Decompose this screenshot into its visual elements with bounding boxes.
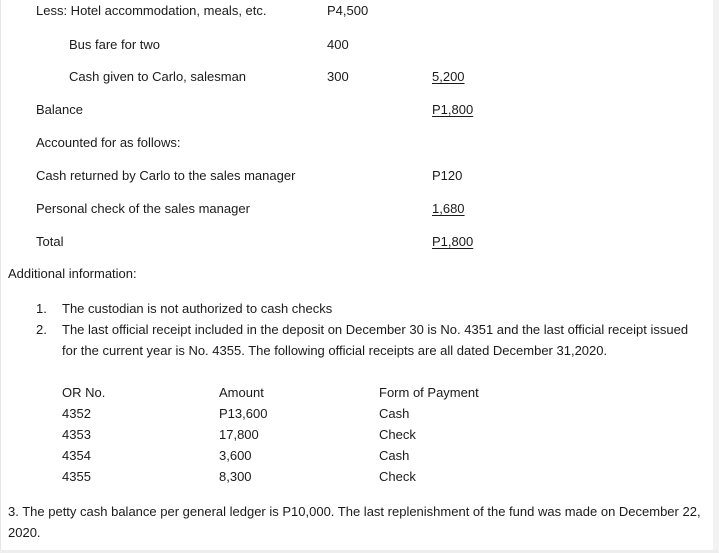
list-item-number: 1.	[36, 301, 47, 316]
page-left-edge	[0, 0, 1, 553]
table-cell-form: Check	[379, 469, 416, 484]
list-item-number: 2.	[36, 322, 47, 337]
table-cell-or: 4355	[62, 469, 91, 484]
table-cell-form: Check	[379, 427, 416, 442]
table-cell-form: Cash	[379, 448, 410, 463]
list-item-text: The last official receipt included in the deposit on December 30 is No. 4351 and the last official receipt issued for the current year is No. 4355. The following official receipts are all dated December 31,2020.	[62, 322, 689, 358]
table-cell-or: 4353	[62, 427, 91, 442]
row-total: 5,200	[432, 69, 465, 84]
row-total: 1,680	[432, 201, 465, 216]
row-label: Less: Hotel accommodation, meals, etc.	[36, 3, 267, 18]
row-label: Total	[36, 234, 64, 249]
table-cell-amount: 17,800	[219, 427, 259, 442]
table-cell-form: Cash	[379, 406, 410, 421]
row-total: P120	[432, 168, 463, 183]
row-amount: P4,500	[327, 3, 369, 18]
table-cell-amount: 8,300	[219, 469, 252, 484]
row-total: P1,800	[432, 102, 474, 117]
column-header-or: OR No.	[62, 385, 106, 400]
note-3: 3. The petty cash balance per general ledger is P10,000. The last replenishment of the fund was made on December 22, 2020.	[8, 504, 701, 540]
table-cell-amount: P13,600	[219, 406, 268, 421]
column-header-form: Form of Payment	[379, 385, 479, 400]
row-label: Cash returned by Carlo to the sales manager	[36, 168, 296, 183]
table-cell-amount: 3,600	[219, 448, 252, 463]
row-total: P1,800	[432, 234, 474, 249]
row-label: Balance	[36, 102, 83, 117]
row-label: Personal check of the sales manager	[36, 201, 250, 216]
additional-info-heading: Additional information:	[8, 266, 137, 281]
row-amount: 300	[327, 69, 349, 84]
list-item-2	[36, 319, 692, 361]
list-item-1	[36, 298, 692, 319]
table-cell-or: 4352	[62, 406, 91, 421]
row-label: Cash given to Carlo, salesman	[69, 69, 247, 84]
column-header-amount: Amount	[219, 385, 264, 400]
row-amount: 400	[327, 37, 349, 52]
table-cell-or: 4354	[62, 448, 91, 463]
page-right-edge	[713, 0, 719, 553]
list-item-text: The custodian is not authorized to cash checks	[62, 301, 333, 316]
row-label: Accounted for as follows:	[36, 135, 181, 150]
row-label: Bus fare for two	[69, 37, 161, 52]
